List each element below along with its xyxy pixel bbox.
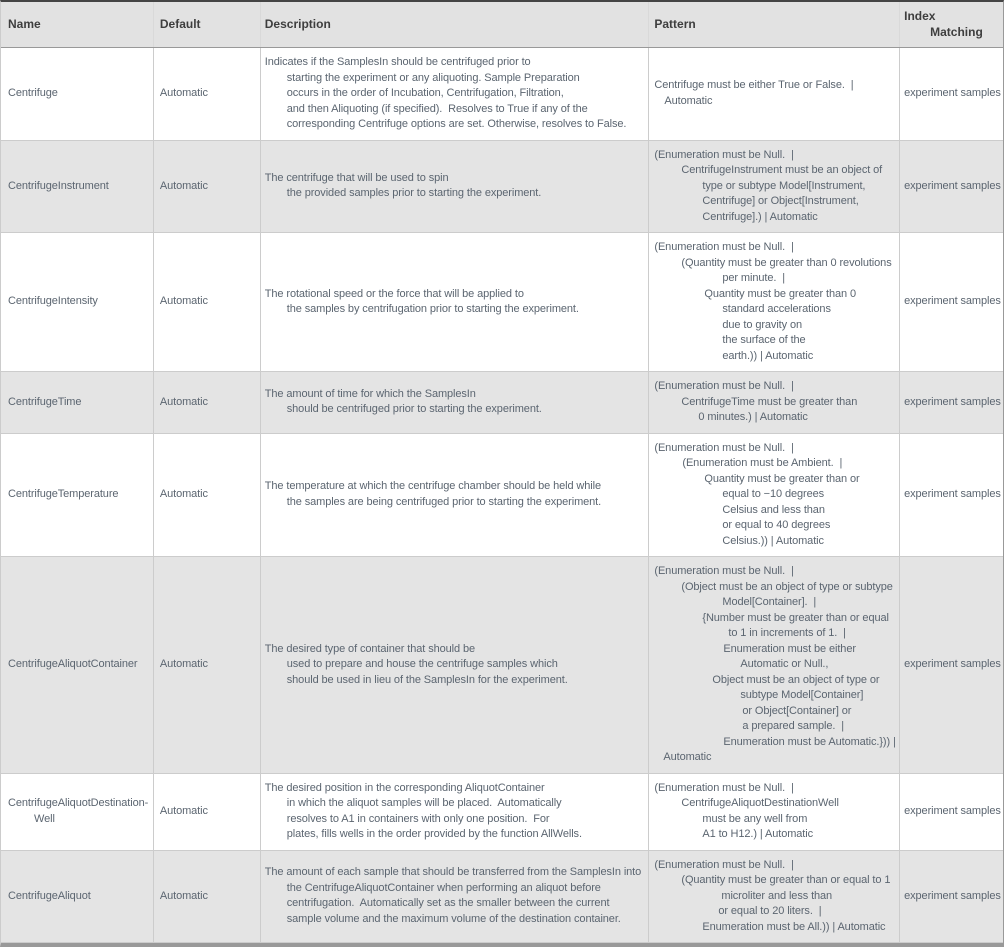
description-line: sample volume and the maximum volume of the destination container. [286, 912, 621, 925]
pattern-line: (Enumeration must be Null. | [654, 441, 794, 454]
index-matching-cell [900, 774, 1003, 850]
header-label: Index [904, 9, 936, 23]
pattern-line: Automatic [663, 751, 712, 763]
pattern-cell [649, 434, 900, 557]
table-header-row [1, 2, 1003, 48]
name-cell [1, 774, 154, 850]
index-matching-cell [900, 233, 1003, 371]
table-row [1, 48, 1003, 141]
pattern-cell [649, 48, 900, 140]
default-cell [154, 774, 261, 850]
description-line: starting the experiment or any aliquoting. Sample Preparation [286, 71, 580, 84]
index-matching-cell [900, 557, 1003, 773]
description-line: The centrifuge that will be used to spin [264, 171, 449, 184]
pattern-line: Enumeration must be All.)) | Automatic [702, 920, 886, 933]
default-value: Automatic [159, 87, 208, 99]
default-value: Automatic [159, 658, 208, 670]
pattern-line: Automatic [664, 94, 713, 107]
pattern-line: Enumeration must be Automatic.})) | [723, 735, 896, 748]
index-matching-cell [900, 141, 1003, 233]
pattern-line: (Object must be an object of type or subtype [681, 580, 893, 593]
pattern-line: due to gravity on [722, 318, 803, 331]
table-body [1, 48, 1003, 943]
header-pattern [649, 2, 900, 47]
option-name-line: Centrifuge [8, 87, 58, 99]
pattern-line: Model[Container]. | [722, 596, 817, 608]
option-name-line: CentrifugeAliquotDestination- [8, 797, 149, 809]
index-matching-cell [900, 48, 1003, 140]
pattern-line: (Enumeration must be Null. | [654, 241, 794, 253]
pattern-line: standard accelerations [722, 303, 831, 315]
index-matching-cell [900, 372, 1003, 433]
default-value: Automatic [159, 804, 208, 817]
default-value: Automatic [159, 889, 208, 902]
default-cell [154, 434, 261, 557]
description-line: the samples are being centrifuged prior to starting the experiment. [286, 495, 602, 508]
index-matching-value: experiment samples [904, 889, 1001, 902]
description-line: The temperature at which the centrifuge chamber should be held while [264, 480, 601, 493]
pattern-line: (Quantity must be greater than or equal to 1 [681, 874, 891, 886]
header-default [154, 2, 261, 47]
pattern-line: subtype Model[Container] [740, 689, 864, 701]
pattern-line: Celsius and less than [722, 503, 825, 516]
description-line: plates, fills wells in the order provided by the function AllWells. [286, 828, 582, 840]
pattern-cell [649, 233, 900, 371]
header-index-matching [900, 2, 1003, 47]
index-matching-value: experiment samples [904, 488, 1001, 500]
pattern-line: a prepared sample. | [742, 720, 845, 732]
table-row [1, 774, 1003, 851]
pattern-line: Centrifuge].) | Automatic [702, 210, 818, 223]
pattern-line: Celsius.)) | Automatic [722, 534, 824, 547]
pattern-line: (Enumeration must be Null. | [654, 380, 794, 392]
description-line: The desired position in the corresponding AliquotContainer [264, 781, 545, 794]
pattern-line: A1 to H12.) | Automatic [702, 828, 813, 840]
description-line: in which the aliquot samples will be placed. Automatically [286, 797, 562, 809]
default-cell [154, 141, 261, 233]
name-cell [1, 557, 154, 773]
default-cell [154, 557, 261, 773]
pattern-line: (Enumeration must be Ambient. | [682, 457, 843, 469]
index-matching-value: experiment samples [904, 87, 1001, 99]
pattern-line: or equal to 20 liters. | [718, 905, 822, 917]
name-cell [1, 372, 154, 433]
option-name-line: CentrifugeIntensity [8, 295, 98, 308]
description-cell [261, 557, 650, 773]
pattern-line: earth.)) | Automatic [722, 349, 814, 362]
description-line: and then Aliquoting (if specified). Resolves to True if any of the [286, 102, 588, 115]
table-row [1, 141, 1003, 234]
pattern-line: (Enumeration must be Null. | [654, 148, 794, 161]
table-row [1, 434, 1003, 558]
index-matching-cell [900, 434, 1003, 557]
description-cell [261, 372, 650, 433]
description-line: corresponding Centrifuge options are set. Otherwise, resolves to False. [286, 118, 627, 130]
option-name-line: CentrifugeInstrument [8, 179, 109, 192]
description-cell [261, 851, 650, 943]
description-line: occurs in the order of Incubation, Centrifugation, Filtration, [286, 87, 564, 99]
description-line: The amount of each sample that should be transferred from the SamplesIn into [264, 866, 642, 879]
pattern-line: (Enumeration must be Null. | [654, 565, 794, 577]
description-line: The amount of time for which the SamplesIn [264, 387, 476, 400]
pattern-line: Object must be an object of type or [712, 673, 880, 686]
pattern-line: Centrifuge must be either True or False. | [654, 79, 854, 92]
description-line: the samples by centrifugation prior to starting the experiment. [286, 303, 579, 315]
option-name-line: CentrifugeAliquot [8, 889, 91, 902]
header-label: Default [159, 16, 201, 31]
option-name-line: Well [34, 812, 55, 825]
description-line: should be centrifuged prior to starting the experiment. [286, 403, 542, 416]
pattern-line: equal to −10 degrees [722, 488, 825, 500]
table-row [1, 372, 1003, 434]
header-label: Name [8, 16, 41, 31]
pattern-line: 0 minutes.) | Automatic [698, 411, 808, 423]
pattern-line: Automatic or Null., [740, 658, 829, 670]
name-cell [1, 141, 154, 233]
description-cell [261, 774, 650, 850]
pattern-line: Quantity must be greater than 0 [704, 287, 856, 300]
header-label: Pattern [654, 16, 696, 31]
default-cell [154, 851, 261, 943]
header-description [261, 2, 650, 47]
name-cell [1, 434, 154, 557]
name-cell [1, 48, 154, 140]
default-value: Automatic [159, 295, 208, 308]
pattern-line: per minute. | [722, 272, 785, 284]
table-row [1, 851, 1003, 944]
table-row [1, 557, 1003, 774]
pattern-line: {Number must be greater than or equal [702, 611, 889, 624]
table-row [1, 233, 1003, 372]
pattern-line: CentrifugeTime must be greater than [681, 395, 858, 408]
pattern-line: (Enumeration must be Null. | [654, 858, 794, 871]
pattern-line: or equal to 40 degrees [722, 519, 831, 531]
index-matching-cell [900, 851, 1003, 943]
header-label: Matching [930, 24, 983, 39]
description-cell [261, 233, 650, 371]
option-name-line: CentrifugeTemperature [8, 488, 119, 500]
pattern-line: (Quantity must be greater than 0 revolutions [681, 256, 892, 269]
description-line: Indicates if the SamplesIn should be centrifuged prior to [264, 56, 531, 68]
name-cell [1, 233, 154, 371]
name-cell [1, 851, 154, 943]
header-name [1, 2, 154, 47]
pattern-cell [649, 372, 900, 433]
index-matching-value: experiment samples [904, 395, 1001, 408]
header-label: Description [264, 16, 331, 31]
pattern-cell [649, 557, 900, 773]
description-line: the CentrifugeAliquotContainer when performing an aliquot before [286, 881, 601, 894]
description-line: centrifugation. Automatically set as the smaller between the current [286, 897, 610, 910]
default-value: Automatic [159, 179, 208, 192]
pattern-line: type or subtype Model[Instrument, [702, 179, 866, 192]
index-matching-value: experiment samples [904, 295, 1001, 308]
option-name-line: CentrifugeTime [8, 395, 82, 408]
pattern-line: Quantity must be greater than or [704, 472, 860, 485]
index-matching-value: experiment samples [904, 804, 1001, 817]
description-line: resolves to A1 in containers with only one position. For [286, 812, 550, 825]
pattern-line: CentrifugeAliquotDestinationWell [681, 797, 839, 809]
pattern-cell [649, 851, 900, 943]
pattern-line: (Enumeration must be Null. | [654, 781, 794, 794]
index-matching-value: experiment samples [904, 179, 1001, 192]
default-cell [154, 372, 261, 433]
description-line: used to prepare and house the centrifuge samples which [286, 658, 558, 670]
description-line: the provided samples prior to starting the experiment. [286, 187, 542, 200]
pattern-cell [649, 141, 900, 233]
pattern-line: must be any well from [702, 812, 808, 825]
index-matching-value: experiment samples [904, 658, 1001, 670]
pattern-line: to 1 in increments of 1. | [728, 627, 846, 639]
description-line: The desired type of container that should be [264, 642, 476, 655]
pattern-line: Centrifuge] or Object[Instrument, [702, 195, 859, 207]
description-cell [261, 434, 650, 557]
default-cell [154, 233, 261, 371]
pattern-line: the surface of the [722, 334, 806, 346]
pattern-cell [649, 774, 900, 850]
description-cell [261, 48, 650, 140]
default-cell [154, 48, 261, 140]
default-value: Automatic [159, 395, 208, 408]
description-cell [261, 141, 650, 233]
pattern-line: microliter and less than [721, 889, 833, 902]
pattern-line: Enumeration must be either [723, 642, 856, 655]
option-name-line: CentrifugeAliquotContainer [8, 658, 138, 670]
default-value: Automatic [159, 488, 208, 500]
pattern-line: CentrifugeInstrument must be an object of [681, 164, 883, 176]
pattern-line: or Object[Container] or [742, 704, 852, 717]
description-line: should be used in lieu of the SamplesIn for the experiment. [286, 673, 568, 686]
description-line: The rotational speed or the force that will be applied to [264, 287, 524, 300]
